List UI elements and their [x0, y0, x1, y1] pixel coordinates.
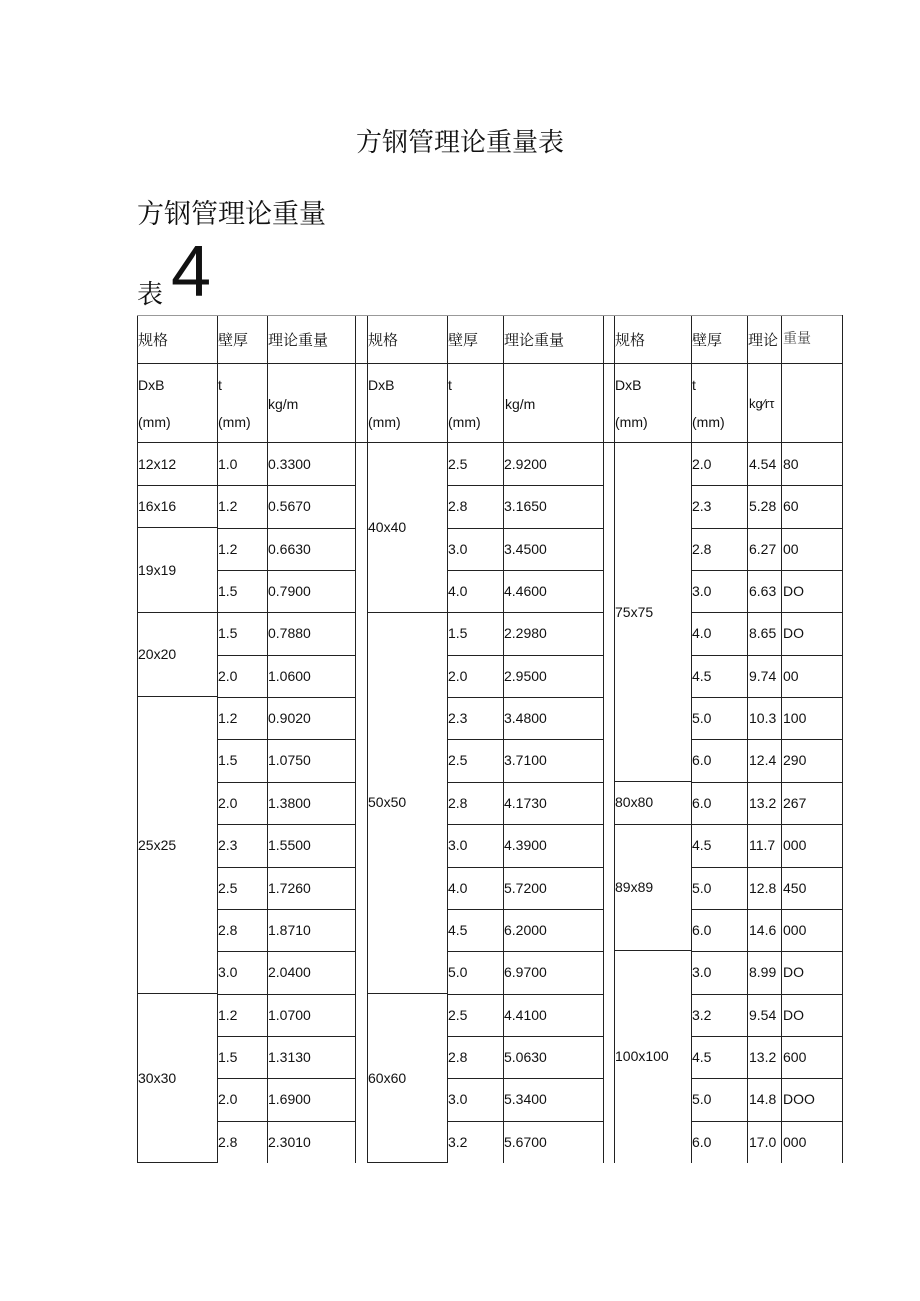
table-cell: 60	[783, 498, 799, 514]
header-t-3: t	[692, 377, 696, 393]
table-cell: 1.0700	[268, 1007, 311, 1023]
table-cell: 0.7880	[268, 625, 311, 641]
table-cell: 5.7200	[504, 880, 547, 896]
header-kgm-1: kg/m	[268, 396, 299, 412]
table-cell: 5.6700	[504, 1134, 547, 1150]
table-cell: 10.3	[749, 710, 777, 726]
table-cell: 1.0	[218, 456, 238, 472]
header-spec-3: 规格	[615, 332, 646, 349]
spec-cell: 89x89	[615, 879, 654, 895]
table-cell: 2.0	[692, 456, 712, 472]
table-cell: 80	[783, 456, 799, 472]
table-cell: 5.28	[749, 498, 777, 514]
table-cell: 1.8710	[268, 922, 311, 938]
table-cell: 1.5	[218, 1049, 238, 1065]
spec-cell: 30x30	[138, 1070, 177, 1086]
table-cell: 6.63	[749, 583, 777, 599]
table-cell: 14.8	[749, 1091, 777, 1107]
table-cell: 9.54	[749, 1007, 777, 1023]
spec-cell: 12x12	[138, 456, 177, 472]
table-cell: 0.6630	[268, 541, 311, 557]
table-cell: DO	[783, 583, 804, 599]
table-cell: 2.8	[448, 498, 468, 514]
table-cell: 2.2980	[504, 625, 547, 641]
table-cell: 1.5	[218, 625, 238, 641]
table-cell: 2.8	[218, 1134, 238, 1150]
header-t-2: t	[448, 377, 452, 393]
table-cell: 3.0	[692, 964, 712, 980]
table-cell: 6.2000	[504, 922, 547, 938]
table-cell: 6.0	[692, 1134, 712, 1150]
table-cell: 1.5500	[268, 837, 311, 853]
table-cell: 000	[783, 1134, 807, 1150]
table-cell: 5.0630	[504, 1049, 547, 1065]
table-cell: 2.0	[218, 795, 238, 811]
header-tmm-3: (mm)	[692, 414, 725, 430]
table-cell: 2.5	[448, 752, 468, 768]
table-cell: DOO	[783, 1091, 815, 1107]
table-cell: 2.8	[448, 1049, 468, 1065]
table-cell: 2.0	[218, 668, 238, 684]
table-cell: 3.2	[692, 1007, 712, 1023]
table-cell: 2.5	[218, 880, 238, 896]
table-cell: 5.0	[692, 710, 712, 726]
subtitle: 方钢管理论重量	[137, 199, 326, 230]
subtitle-prefix: 表	[137, 280, 164, 310]
header-weight-1: 理论重量	[268, 332, 329, 349]
table-cell: 3.2	[448, 1134, 468, 1150]
table-cell: 267	[783, 795, 807, 811]
table-cell: 2.3	[218, 837, 238, 853]
table-cell: 2.8	[448, 795, 468, 811]
header-t-1: t	[218, 377, 222, 393]
table-cell: 1.5	[448, 625, 468, 641]
table-cell: 1.2	[218, 1007, 238, 1023]
header-mm-1: (mm)	[138, 414, 171, 430]
table-cell: DO	[783, 964, 804, 980]
table-cell: 8.65	[749, 625, 777, 641]
table-cell: 6.27	[749, 541, 777, 557]
table-cell: 2.5	[448, 1007, 468, 1023]
spec-cell: 25x25	[138, 837, 177, 853]
header-weight-2: 理论重量	[504, 332, 565, 349]
spec-cell: 50x50	[368, 794, 407, 810]
table-cell: 3.4500	[504, 541, 547, 557]
table-cell: 4.4100	[504, 1007, 547, 1023]
table-cell: 290	[783, 752, 807, 768]
header-dxb-2: DxB	[368, 377, 395, 393]
table-cell: 1.5	[218, 752, 238, 768]
header-mm-2: (mm)	[368, 414, 401, 430]
header-tmm-1: (mm)	[218, 414, 251, 430]
table-cell: 6.0	[692, 922, 712, 938]
spec-cell: 20x20	[138, 646, 177, 662]
spec-cell: 100x100	[615, 1048, 669, 1064]
page-title: 方钢管理论重量表	[355, 128, 564, 158]
table-cell: 5.0	[692, 880, 712, 896]
table-cell: 2.9200	[504, 456, 547, 472]
table-cell: 3.4800	[504, 710, 547, 726]
table-cell: 1.0600	[268, 668, 311, 684]
table-cell: 00	[783, 668, 799, 684]
spec-cell: 80x80	[615, 794, 654, 810]
table-cell: 4.0	[448, 583, 468, 599]
table-cell: 1.7260	[268, 880, 311, 896]
header-thickness-2: 壁厚	[448, 332, 479, 349]
table-cell: DO	[783, 1007, 804, 1023]
table-cell: 1.2	[218, 710, 238, 726]
header-thickness-1: 壁厚	[218, 332, 249, 349]
table-cell: 4.3900	[504, 837, 547, 853]
table-cell: 2.9500	[504, 668, 547, 684]
table-cell: 2.3010	[268, 1134, 311, 1150]
table-cell: DO	[783, 625, 804, 641]
table-cell: 2.3	[692, 498, 712, 514]
table-cell: 2.5	[448, 456, 468, 472]
table-cell: 12.4	[749, 752, 777, 768]
header-kgm-2: kg/m	[505, 396, 536, 412]
table-cell: 2.8	[218, 922, 238, 938]
table-cell: 3.1650	[504, 498, 547, 514]
header-spec-1: 规格	[138, 332, 169, 349]
table-cell: 4.5	[692, 668, 712, 684]
table-cell: 0.7900	[268, 583, 311, 599]
table-cell: 9.74	[749, 668, 777, 684]
table-cell: 450	[783, 880, 807, 896]
spec-cell: 40x40	[368, 519, 407, 535]
table-cell: 3.0	[448, 837, 468, 853]
table-cell: 100	[783, 710, 807, 726]
table-cell: 14.6	[749, 922, 777, 938]
table-cell: 2.0	[448, 668, 468, 684]
table-cell: 2.0	[218, 1091, 238, 1107]
table-cell: 5.3400	[504, 1091, 547, 1107]
table-cell: 17.0	[749, 1134, 777, 1150]
table-cell: 1.0750	[268, 752, 311, 768]
table-cell: 6.9700	[504, 964, 547, 980]
table-cell: 1.3800	[268, 795, 311, 811]
header-dxb-1: DxB	[138, 377, 165, 393]
table-cell: 600	[783, 1049, 807, 1065]
table-cell: 13.2	[749, 1049, 777, 1065]
table-cell: 1.2	[218, 498, 238, 514]
table-cell: 0.5670	[268, 498, 311, 514]
table-cell: 8.99	[749, 964, 777, 980]
table-cell: 000	[783, 922, 807, 938]
spec-cell: 60x60	[368, 1070, 407, 1086]
table-cell: 1.6900	[268, 1091, 311, 1107]
table-cell: 4.54	[749, 456, 777, 472]
table-cell: 3.0	[692, 583, 712, 599]
table-cell: 1.5	[218, 583, 238, 599]
header-weight-3-tail: 重量	[783, 331, 811, 347]
table-cell: 4.5	[692, 1049, 712, 1065]
table-cell: 13.2	[749, 795, 777, 811]
table-cell: 2.8	[692, 541, 712, 557]
table-cell: 3.0	[448, 541, 468, 557]
spec-cell: 16x16	[138, 498, 177, 514]
table-cell: 2.3	[448, 710, 468, 726]
table-cell: 4.0	[692, 625, 712, 641]
spec-cell: 19x19	[138, 562, 177, 578]
table-cell: 0.3300	[268, 456, 311, 472]
table-cell: 2.0400	[268, 964, 311, 980]
table-cell: 4.0	[448, 880, 468, 896]
header-tmm-2: (mm)	[448, 414, 481, 430]
table-cell: 3.7100	[504, 752, 547, 768]
table-cell: 4.4600	[504, 583, 547, 599]
table-cell: 3.0	[218, 964, 238, 980]
table-cell: 4.1730	[504, 795, 547, 811]
table-cell: 5.0	[448, 964, 468, 980]
table-number: 4	[171, 232, 212, 312]
header-thickness-3: 壁厚	[692, 332, 723, 349]
header-kgm-3: kg∕rτ	[749, 396, 775, 411]
table-cell: 6.0	[692, 752, 712, 768]
table-cell: 1.3130	[268, 1049, 311, 1065]
table-cell: 3.0	[448, 1091, 468, 1107]
header-dxb-3: DxB	[615, 377, 642, 393]
header-weight-3: 理论	[748, 332, 779, 349]
table-cell: 4.5	[448, 922, 468, 938]
header-mm-3: (mm)	[615, 414, 648, 430]
table-cell: 4.5	[692, 837, 712, 853]
header-spec-2: 规格	[368, 332, 399, 349]
table-cell: 11.7	[749, 837, 776, 853]
table-cell: 6.0	[692, 795, 712, 811]
spec-cell: 75x75	[615, 604, 654, 620]
table-cell: 00	[783, 541, 799, 557]
table-cell: 1.2	[218, 541, 238, 557]
table-cell: 000	[783, 837, 807, 853]
table-cell: 12.8	[749, 880, 777, 896]
table-cell: 0.9020	[268, 710, 311, 726]
table-cell: 5.0	[692, 1091, 712, 1107]
